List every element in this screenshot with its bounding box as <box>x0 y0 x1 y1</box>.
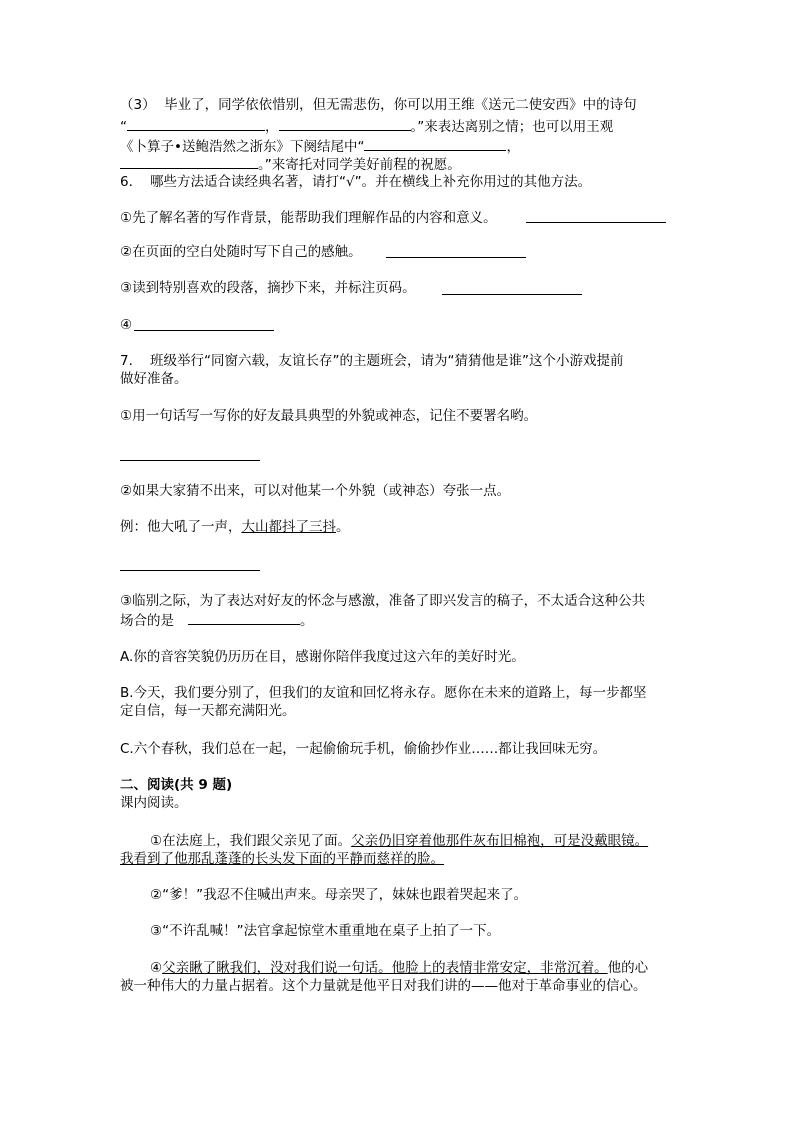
q6-title: 6. 哪些方法适合读经典名著，请打“√”。并在横线上补充你用过的其他方法。 <box>120 174 592 190</box>
q7-title-line1: 7. 班级举行“同窗六载，友谊长存”的主题班会，请为“猜猜他是谁”这个小游戏提前 <box>120 353 624 369</box>
section-heading: 二、阅读(共 9 题) <box>120 777 233 793</box>
p4-suffix: 他的心 <box>607 960 649 976</box>
comma: ， <box>265 119 279 135</box>
q7-option-b-line1: B.今天，我们要分别了，但我们的友谊和回忆将永存。愿你在未来的道路上，每一步都坚 <box>120 685 647 701</box>
p1-underlined: 父亲仍旧穿着他那件灰布旧棉袍，可是没戴眼镜。 <box>351 833 649 849</box>
answer-line[interactable] <box>120 460 260 461</box>
q6-method-2: ②在页面的空白处随时写下自己的感触。 <box>120 244 362 260</box>
passage-p4-line1 <box>150 960 648 976</box>
q5-3-line1: （3） 毕业了，同学依依惜别，但无需悲伤，你可以用王维《送元二使安西》中的诗句 <box>120 97 637 113</box>
q7-sub-1: ①用一句话写一写你的好友最具典型的外貌或神态，记住不要署名哟。 <box>120 408 538 424</box>
p4-underlined: 父亲瞅了瞅我们，没对我们说一句话。他脸上的表情非常安定，非常沉着。 <box>162 960 608 976</box>
answer-line[interactable] <box>386 257 526 258</box>
q5-3-line3 <box>120 137 520 155</box>
section-subheading: 课内阅读。 <box>120 795 188 811</box>
q5-3-line4 <box>120 155 461 173</box>
answer-blank[interactable] <box>188 611 300 625</box>
p4-prefix: ④ <box>150 960 163 976</box>
q7-sub-3-line1: ③临别之际，为了表达对好友的怀念与感激，准备了即兴发言的稿子，不太适合这种公共 <box>120 593 646 609</box>
line2-end: 。”来表达离别之情；也可以用王观 <box>410 119 614 135</box>
q7-sub-3-line2 <box>120 611 314 629</box>
q7-title-line2: 做好准备。 <box>120 371 188 387</box>
answer-blank[interactable] <box>364 137 506 151</box>
answer-line[interactable] <box>526 222 666 223</box>
sub-3-text: 场合的是 <box>120 613 174 629</box>
q6-method-3: ③读到特别喜欢的段落，摘抄下来，并标注页码。 <box>120 280 416 296</box>
sub-3-end: 。 <box>300 613 314 629</box>
passage-p1-line1 <box>150 833 648 849</box>
answer-blank[interactable] <box>127 117 265 131</box>
answer-line[interactable] <box>120 570 260 571</box>
answer-blank[interactable] <box>279 117 411 131</box>
passage-p3: ③“不许乱喊！”法官拿起惊堂木重重地在桌子上拍了一下。 <box>150 923 501 939</box>
answer-line[interactable] <box>442 294 582 295</box>
open-quote: “ <box>120 119 127 135</box>
q7-example <box>120 519 350 535</box>
example-underlined: 大山都抖了三抖 <box>241 519 336 535</box>
q7-sub-2: ②如果大家猜不出来，可以对他某一个外貌（或神态）夸张一点。 <box>120 483 511 499</box>
answer-line[interactable] <box>134 330 274 331</box>
passage-p1-line2: 我看到了他那乱蓬蓬的长头发下面的平静而慈祥的脸。 <box>120 851 444 867</box>
passage-p4-line2: 被一种伟大的力量占据着。这个力量就是他平日对我们讲的——他对于革命事业的信心。 <box>120 978 647 994</box>
q7-option-c: C.六个春秋，我们总在一起，一起偷偷玩手机，偷偷抄作业……都让我回味无穷。 <box>120 741 607 757</box>
comma: ， <box>506 139 520 155</box>
q6-method-1: ①先了解名著的写作背景，能帮助我们理解作品的内容和意义。 <box>120 210 497 226</box>
line4-text: 。”来寄托对同学美好前程的祝愿。 <box>258 157 461 173</box>
p1-plain: ①在法庭上，我们跟父亲见了面。 <box>150 833 352 849</box>
q7-option-b-line2: 定自信，每一天都充满阳光。 <box>120 703 296 719</box>
passage-p2: ②“爹！”我忍不住喊出声来。母亲哭了，妹妹也跟着哭起来了。 <box>150 887 528 903</box>
example-prefix: 例：他大吼了一声， <box>120 519 242 535</box>
example-suffix: 。 <box>336 519 350 535</box>
q5-3-line2 <box>120 117 613 135</box>
q7-option-a: A.你的音容笑貌仍历历在目，感谢你陪伴我度过这六年的美好时光。 <box>120 649 525 665</box>
line3-text: 《卜算子•送鲍浩然之浙东》下阕结尾中“ <box>120 139 365 155</box>
answer-blank[interactable] <box>120 155 258 169</box>
q6-method-4: ④ <box>120 317 133 333</box>
